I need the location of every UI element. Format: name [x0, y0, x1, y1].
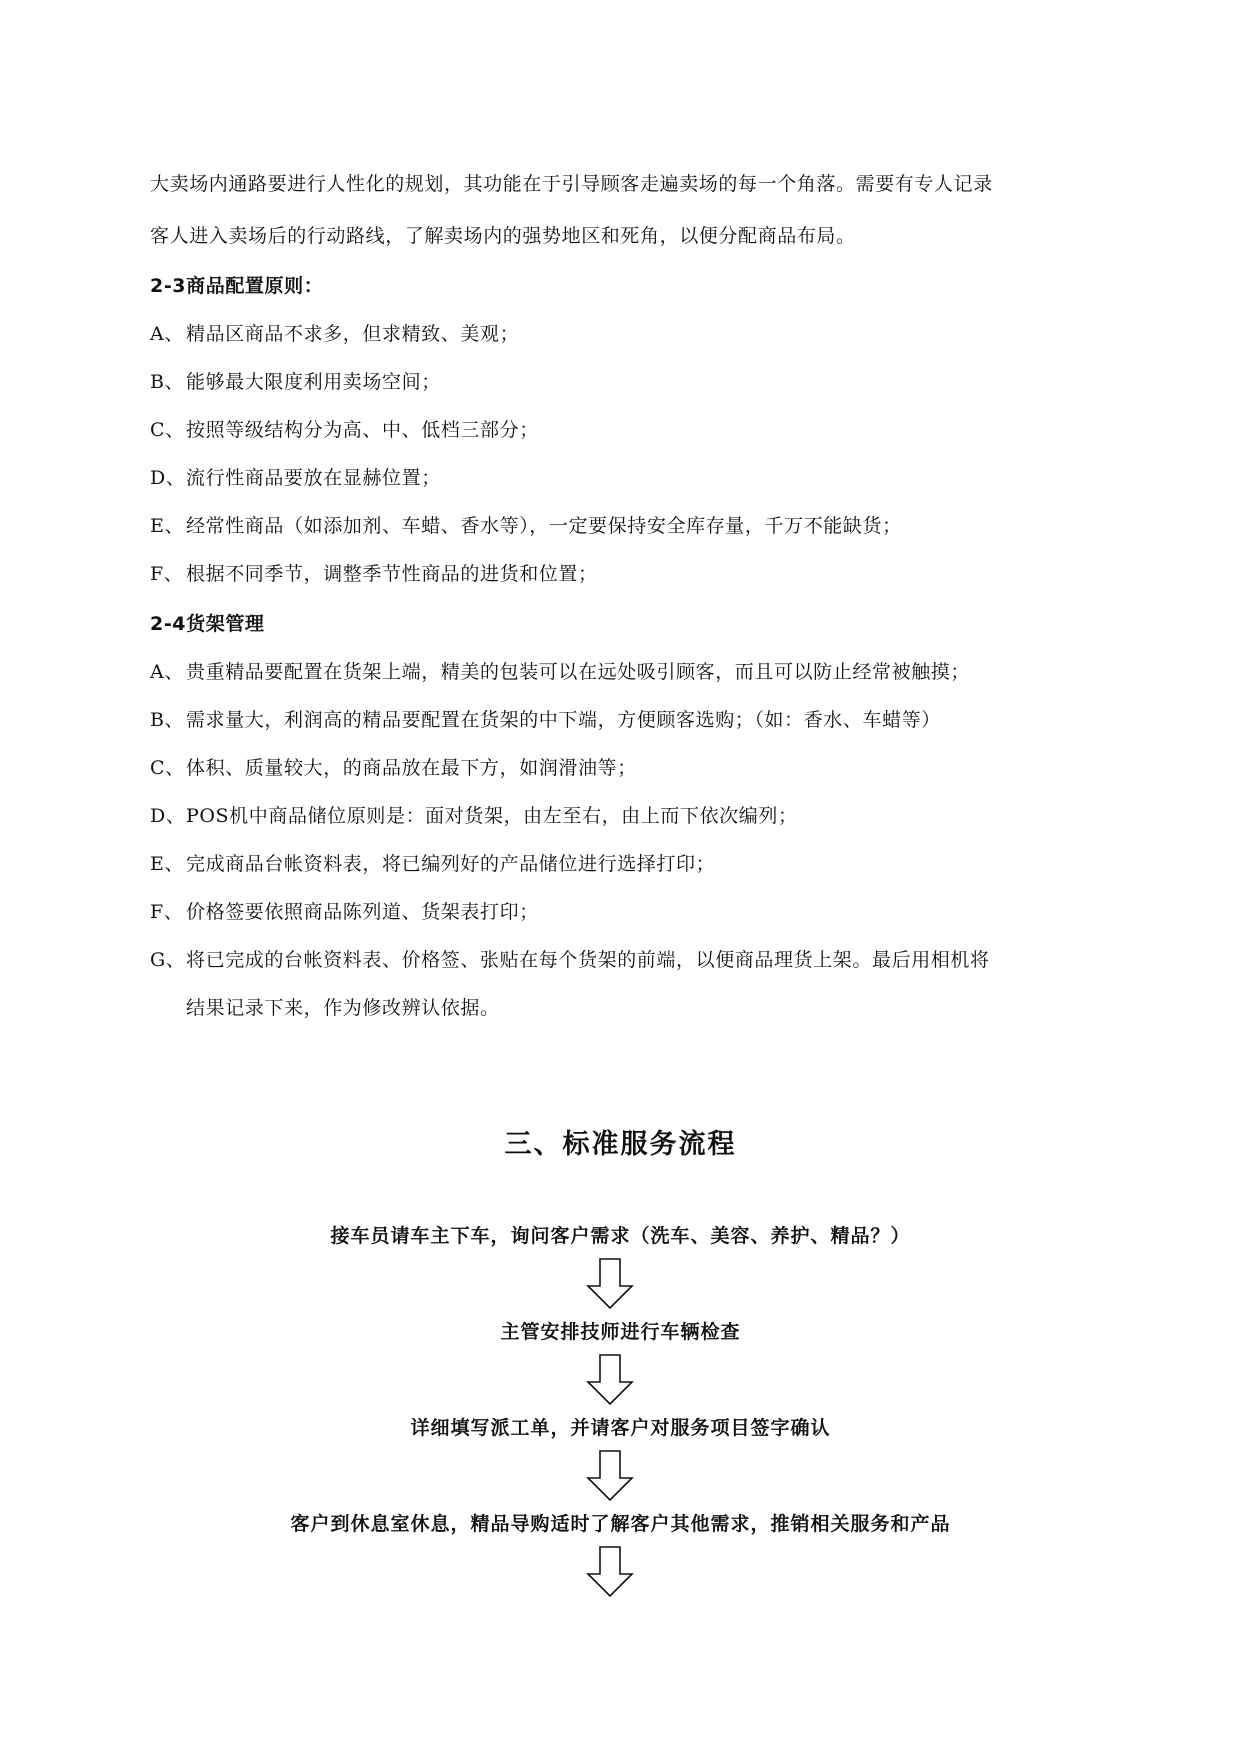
list-item	[150, 418, 539, 442]
intro-line-2: 客人进入卖场后的行动路线，了解卖场内的强势地区和死角，以便分配商品布局。	[150, 225, 856, 247]
down-arrow-icon	[586, 1546, 634, 1598]
list-item	[150, 514, 902, 538]
list-item	[150, 322, 519, 346]
list-item-text: 将已完成的台帐资料表、价格签、张贴在每个货架的前端，以便商品理货上架。最后用相机将	[186, 949, 990, 971]
flow-step: 详细填写派工单，并请客户对服务项目签字确认	[410, 1417, 831, 1439]
flow-step: 客户到休息室休息，精品导购适时了解客户其他需求，推销相关服务和产品	[290, 1513, 951, 1535]
down-arrow-icon	[586, 1450, 634, 1502]
list-item-text: 价格签要依照商品陈列道、货架表打印；	[186, 901, 539, 923]
list-item-continuation: 结果记录下来，作为修改辨认依据。	[186, 997, 500, 1019]
intro-line-1: 大卖场内通路要进行人性化的规划，其功能在于引导顾客走遍卖场的每一个角落。需要有专人记录	[150, 173, 993, 195]
list-item	[150, 756, 637, 780]
list-item-mark: B、	[150, 709, 185, 731]
list-item-mark: E、	[150, 853, 185, 875]
list-item-text: 根据不同季节，调整季节性商品的进货和位置；	[186, 563, 598, 585]
list-item	[150, 948, 990, 972]
list-item-text: 需求量大，利润高的精品要配置在货架的中下端，方便顾客选购；（如：香水、车蜡等）	[186, 709, 941, 731]
list-item	[150, 804, 798, 828]
list-item-text: 精品区商品不求多，但求精致、美观；	[186, 323, 520, 345]
down-arrow-icon	[586, 1258, 634, 1310]
list-item-mark: G、	[150, 949, 186, 971]
flow-step: 主管安排技师进行车辆检查	[500, 1321, 741, 1343]
list-item-mark: D、	[150, 805, 186, 827]
list-item-mark: A、	[150, 323, 184, 345]
section-2-4-heading: 2-4货架管理	[150, 613, 265, 635]
list-item	[150, 562, 598, 586]
section-3-title: 三、标准服务流程	[504, 1129, 737, 1160]
list-item-mark: C、	[150, 757, 185, 779]
list-item-text: 流行性商品要放在显赫位置；	[186, 467, 441, 489]
down-arrow-icon	[586, 1354, 634, 1406]
list-item-text: 完成商品台帐资料表，将已编列好的产品储位进行选择打印；	[186, 853, 716, 875]
list-item-text: 按照等级结构分为高、中、低档三部分；	[186, 419, 539, 441]
list-item	[150, 852, 715, 876]
list-item	[150, 370, 441, 394]
list-item-mark: E、	[150, 515, 185, 537]
list-item-text: POS机中商品储位原则是：面对货架，由左至右，由上而下依次编列；	[186, 805, 798, 827]
list-item-mark: F、	[150, 901, 184, 923]
list-item-text: 体积、质量较大，的商品放在最下方，如润滑油等；	[186, 757, 637, 779]
list-item-text: 贵重精品要配置在货架上端，精美的包装可以在远处吸引顾客，而且可以防止经常被触摸；	[186, 661, 971, 683]
list-item	[150, 900, 539, 924]
section-2-3-heading: 2-3商品配置原则：	[150, 275, 324, 297]
list-item	[150, 660, 970, 684]
list-item	[150, 466, 441, 490]
list-item-mark: B、	[150, 371, 185, 393]
flow-step: 接车员请车主下车，询问客户需求（洗车、美容、养护、精品？）	[330, 1225, 911, 1247]
list-item-mark: F、	[150, 563, 184, 585]
list-item-text: 能够最大限度利用卖场空间；	[186, 371, 441, 393]
list-item-mark: C、	[150, 419, 185, 441]
list-item-mark: A、	[150, 661, 184, 683]
list-item	[150, 708, 941, 732]
list-item-mark: D、	[150, 467, 186, 489]
list-item-text: 经常性商品（如添加剂、车蜡、香水等），一定要保持安全库存量，千万不能缺货；	[186, 515, 902, 537]
